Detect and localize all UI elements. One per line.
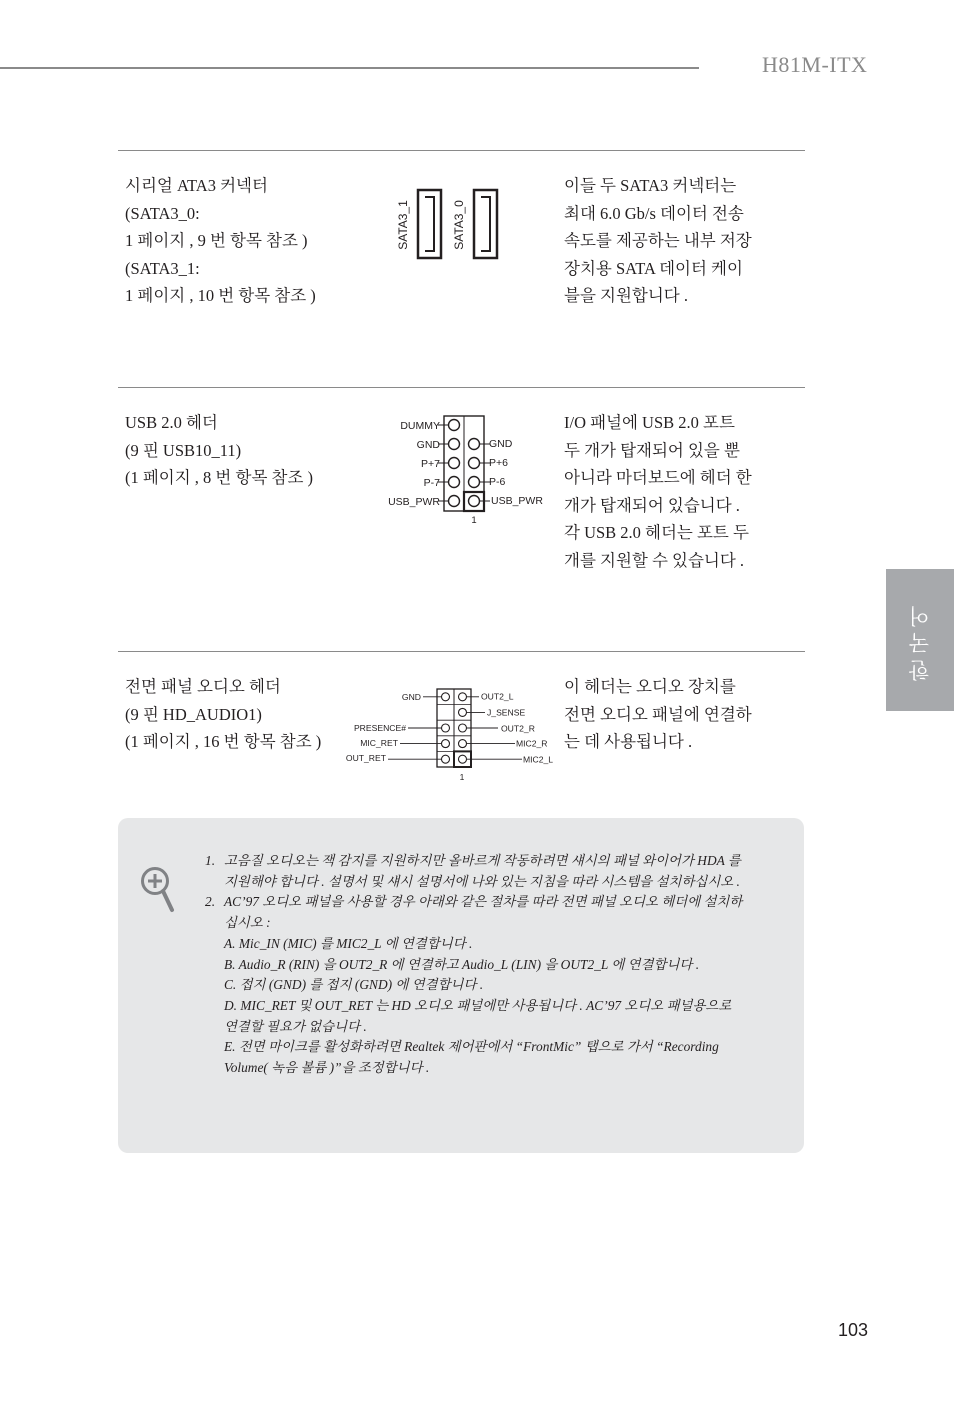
note-item: [205, 892, 745, 933]
sub-note: A. Mic_IN (MIC) 를 MIC2_L 에 연결합니다 .: [224, 935, 473, 951]
sata-title: 시리얼 ATA3 커넥터: [125, 176, 268, 195]
section-rule: [118, 651, 805, 652]
magnifier-plus-icon: [140, 866, 176, 914]
notes-list: [205, 851, 745, 1079]
sata-ref: (SATA3_0:: [125, 203, 200, 223]
sub-note: D. MIC_RET 및 OUT_RET 는 HD 오디오 패널에만 사용됩니다 . AC’97 오디오 패널용으로 연결할 필요가 없습니다 .: [224, 997, 732, 1034]
audio-pin-label: PRESENCE#: [353, 723, 406, 733]
section-rule: [118, 387, 805, 388]
audio-pin-label: GND: [401, 692, 421, 702]
sata-description: 이들 두 SATA3 커넥터는 최대 6.0 Gb/s 데이터 전송 속도를 제공하는 내부 저장 장치용 SATA 데이터 케이블을 지원합니다 .: [564, 176, 752, 305]
language-tab-label: 한국어: [908, 599, 932, 681]
usb-title-block: [125, 409, 313, 492]
usb-pin-label: P-6: [489, 476, 506, 488]
note-number: 2.: [205, 894, 216, 910]
usb-pin-label: USB_PWR: [388, 496, 440, 508]
sata3-0-connector: [474, 190, 497, 258]
model-name: H81M-ITX: [762, 52, 868, 77]
usb-header-diagram: [380, 412, 555, 530]
usb-pin-label: P+6: [489, 457, 508, 469]
sata3-1-connector: [418, 190, 441, 258]
audio-pin-label: MIC2_R: [516, 738, 548, 749]
audio-ref: (9 핀 HD_AUDIO1): [125, 704, 262, 724]
section-rule: [118, 150, 805, 151]
sata-ref: 1 페이지 , 9 번 항목 참조 ): [125, 231, 308, 250]
usb-pin1-marker: 1: [471, 515, 477, 526]
usb-pin-label: P+7: [421, 458, 440, 470]
usb-ref: (9 핀 USB10_11): [125, 440, 242, 460]
note-text: 고음질 오디오는 잭 감지를 지원하지만 올바르게 작동하려면 섀시의 패널 와이어가 HDA 를 지원해야 합니다 . 설명서 및 섀시 설명서에 나와 있는 지침을 따라 시스템을 설치하십시오 .: [224, 853, 741, 889]
audio-header-diagram: [340, 684, 560, 784]
usb-description: I/O 패널에 USB 2.0 포트 두 개가 탑재되어 있을 뿐 아니라 마더보드에 헤더 한 개가 탑재되어 있습니다 . 각 USB 2.0 헤더는 포트 두 개를 지원할 수 있습니다 .: [564, 413, 752, 570]
sata-ref: (SATA3_1:: [125, 258, 200, 278]
audio-description: 이 헤더는 오디오 장치를 전면 오디오 패널에 연결하는 데 사용됩니다 .: [564, 677, 752, 751]
audio-pin-label: OUT2_L: [481, 691, 514, 702]
sata-connector-diagram: [390, 185, 510, 265]
audio-pin1-marker: 1: [459, 772, 465, 782]
note-text: AC’97 오디오 패널을 사용할 경우 아래와 같은 절차를 따라 전면 패널 오디오 헤더에 설치하십시오 :: [224, 894, 743, 931]
usb-pin-label: USB_PWR: [491, 495, 543, 507]
language-tab: [886, 569, 954, 711]
usb-pin-label: P-7: [423, 477, 440, 489]
audio-pin-label: MIC2_L: [523, 754, 554, 765]
audio-pin-label: J_SENSE: [487, 707, 526, 718]
sata-title-block: [125, 172, 316, 310]
sub-note: B. Audio_R (RIN) 을 OUT2_R 에 연결하고 Audio_L (LIN) 을 OUT2_L 에 연결합니다 .: [224, 956, 700, 972]
sata-ref: 1 페이지 , 10 번 항목 참조 ): [125, 286, 316, 305]
page-number: 103: [838, 1320, 869, 1340]
header-rule: [0, 67, 699, 69]
usb-title: USB 2.0 헤더: [125, 413, 218, 432]
sub-note: C. 접지 (GND) 를 접지 (GND) 에 연결합니다 .: [224, 977, 484, 993]
usb-ref: (1 페이지 , 8 번 항목 참조 ): [125, 468, 314, 487]
audio-pin-label: OUT_RET: [345, 753, 386, 763]
note-number: 1.: [205, 853, 216, 868]
audio-pin-label: MIC_RET: [360, 738, 398, 748]
sub-note: E. 전면 마이크를 활성화하려면 Realtek 제어판에서 “FrontMic” 탭으로 가서 “Recording Volume( 녹음 볼륨 )”을 조정합니다 .: [224, 1039, 719, 1076]
audio-pin-label: OUT2_R: [501, 723, 535, 734]
usb-pin-label: GND: [416, 439, 440, 451]
usb-pin-label: GND: [489, 438, 513, 450]
audio-ref: (1 페이지 , 16 번 항목 참조 ): [125, 732, 322, 751]
note-item: [205, 851, 745, 892]
sata3-1-label: SATA3_1: [396, 200, 410, 250]
sata3-0-label: SATA3_0: [452, 200, 466, 250]
usb-pin-label: DUMMY: [400, 420, 440, 432]
audio-title: 전면 패널 오디오 헤더: [125, 677, 281, 696]
audio-title-block: [125, 673, 321, 756]
